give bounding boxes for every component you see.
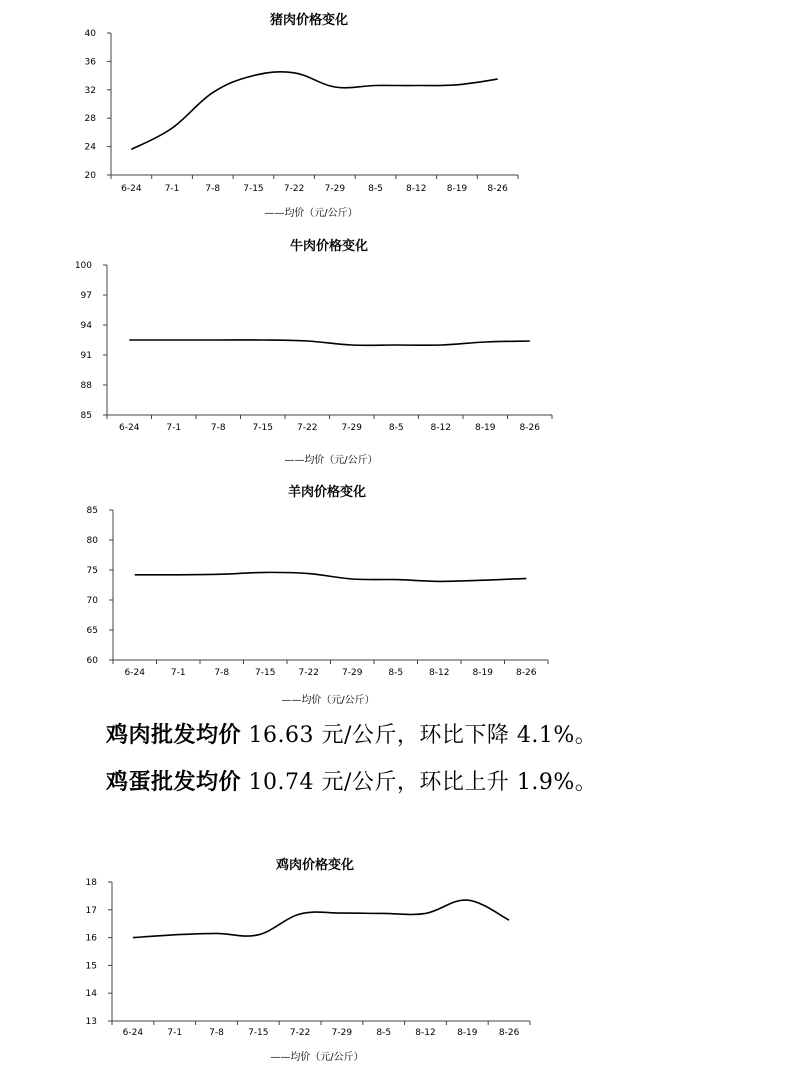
mutton-x-tick-label: 7-22 <box>298 668 319 678</box>
chicken-x-tick-label: 7-1 <box>167 1028 183 1038</box>
mutton-x-tick-label: 7-1 <box>170 668 186 678</box>
mutton-x-tick-label: 8-12 <box>429 668 450 678</box>
mutton-y-tick-label: 70 <box>86 596 98 606</box>
beef-x-tick-label: 7-15 <box>252 423 273 433</box>
mutton-x-tick-label: 7-8 <box>214 668 230 678</box>
chicken-price-text: 16.63 元/公斤，环比下降 4.1%。 <box>241 723 598 748</box>
chicken-x-tick-label: 8-19 <box>457 1028 478 1038</box>
mutton-chart-title: 羊肉价格变化 <box>287 485 367 500</box>
chicken-legend: ——均价（元/公斤） <box>270 1052 364 1063</box>
mutton-y-tick-label: 60 <box>86 656 98 666</box>
mutton-x-tick-label: 7-15 <box>255 668 276 678</box>
chicken-x-tick-label: 8-26 <box>498 1028 520 1038</box>
beef-legend: ——均价（元/公斤） <box>284 455 378 466</box>
pork-y-tick-label: 20 <box>84 171 96 181</box>
beef-x-tick-label: 8-12 <box>430 423 451 433</box>
mutton-x-tick-label: 8-26 <box>516 668 537 678</box>
beef-x-tick-label: 8-26 <box>519 423 540 433</box>
pork-y-tick-label: 24 <box>84 142 96 153</box>
beef-x-tick-label: 8-5 <box>388 423 404 433</box>
pork-x-tick-label: 8-12 <box>406 184 427 194</box>
chicken-y-tick-label: 18 <box>85 878 97 888</box>
pork-x-tick-label: 7-1 <box>164 184 180 194</box>
chicken-y-tick-label: 15 <box>85 961 97 972</box>
egg-price-text: 10.74 元/公斤，环比上升 1.9%。 <box>241 770 598 795</box>
pork-y-tick-label: 40 <box>84 29 96 39</box>
beef-y-tick-label: 85 <box>80 411 92 421</box>
beef-y-tick-label: 91 <box>80 351 92 361</box>
mutton-x-tick-label: 6-24 <box>124 668 145 678</box>
pork-x-tick-label: 8-26 <box>487 184 508 194</box>
beef-y-tick-label: 97 <box>80 291 92 301</box>
beef-x-tick-label: 7-8 <box>210 423 226 433</box>
mutton-y-tick-label: 85 <box>86 506 98 516</box>
chicken-x-tick-label: 6-24 <box>122 1028 144 1038</box>
beef-x-tick-label: 6-24 <box>119 423 140 433</box>
chicken-series-line <box>133 900 509 938</box>
pork-y-tick-label: 28 <box>84 114 96 125</box>
pork-x-tick-label: 7-15 <box>243 184 264 194</box>
mutton-y-tick-label: 75 <box>86 566 98 576</box>
pork-chart-title: 猪肉价格变化 <box>269 13 349 28</box>
chicken-y-tick-label: 14 <box>85 989 97 1000</box>
pork-legend: ——均价（元/公斤） <box>264 208 358 219</box>
mutton-x-tick-label: 8-19 <box>472 668 493 678</box>
beef-y-tick-label: 100 <box>74 261 92 271</box>
mutton-x-tick-label: 7-29 <box>342 668 363 678</box>
mutton-series-line <box>135 572 527 581</box>
beef-x-tick-label: 7-29 <box>341 423 362 433</box>
pork-x-tick-label: 8-5 <box>368 184 383 194</box>
pork-x-tick-label: 8-19 <box>446 184 468 194</box>
egg-price-label: 鸡蛋批发均价 <box>106 769 242 795</box>
chicken-price-label: 鸡肉批发均价 <box>106 722 242 748</box>
pork-y-tick-label: 32 <box>84 85 96 96</box>
beef-chart-title: 牛肉价格变化 <box>289 239 369 254</box>
mutton-x-tick-label: 8-5 <box>388 668 404 678</box>
chicken-x-tick-label: 7-22 <box>289 1028 311 1038</box>
chicken-x-tick-label: 7-15 <box>248 1028 269 1038</box>
chicken-y-tick-label: 13 <box>85 1017 97 1027</box>
chicken-x-tick-label: 8-12 <box>415 1028 436 1038</box>
chicken-chart-title: 鸡肉价格变化 <box>275 858 355 873</box>
beef-x-tick-label: 7-22 <box>297 423 318 433</box>
chicken-x-tick-label: 7-8 <box>209 1028 224 1038</box>
chicken-price-paragraph <box>106 718 597 749</box>
egg-price-paragraph <box>106 765 597 796</box>
pork-x-tick-label: 7-8 <box>205 184 221 194</box>
chicken-y-tick-label: 17 <box>85 905 97 916</box>
beef-series-line <box>129 340 530 345</box>
chicken-x-tick-label: 8-5 <box>376 1028 392 1038</box>
mutton-legend: ——均价（元/公斤） <box>281 695 375 706</box>
pork-x-tick-label: 7-22 <box>283 184 305 194</box>
beef-y-tick-label: 88 <box>80 381 92 391</box>
beef-x-tick-label: 8-19 <box>475 423 496 433</box>
pork-x-tick-label: 6-24 <box>121 184 142 194</box>
beef-x-tick-label: 7-1 <box>166 423 182 433</box>
pork-y-tick-label: 36 <box>84 57 96 68</box>
pork-series-line <box>131 72 497 150</box>
chicken-x-tick-label: 7-29 <box>331 1028 353 1038</box>
beef-y-tick-label: 94 <box>80 321 92 331</box>
mutton-y-tick-label: 80 <box>86 536 98 546</box>
mutton-y-tick-label: 65 <box>86 626 98 636</box>
pork-x-tick-label: 7-29 <box>324 184 346 194</box>
chicken-y-tick-label: 16 <box>85 933 97 944</box>
